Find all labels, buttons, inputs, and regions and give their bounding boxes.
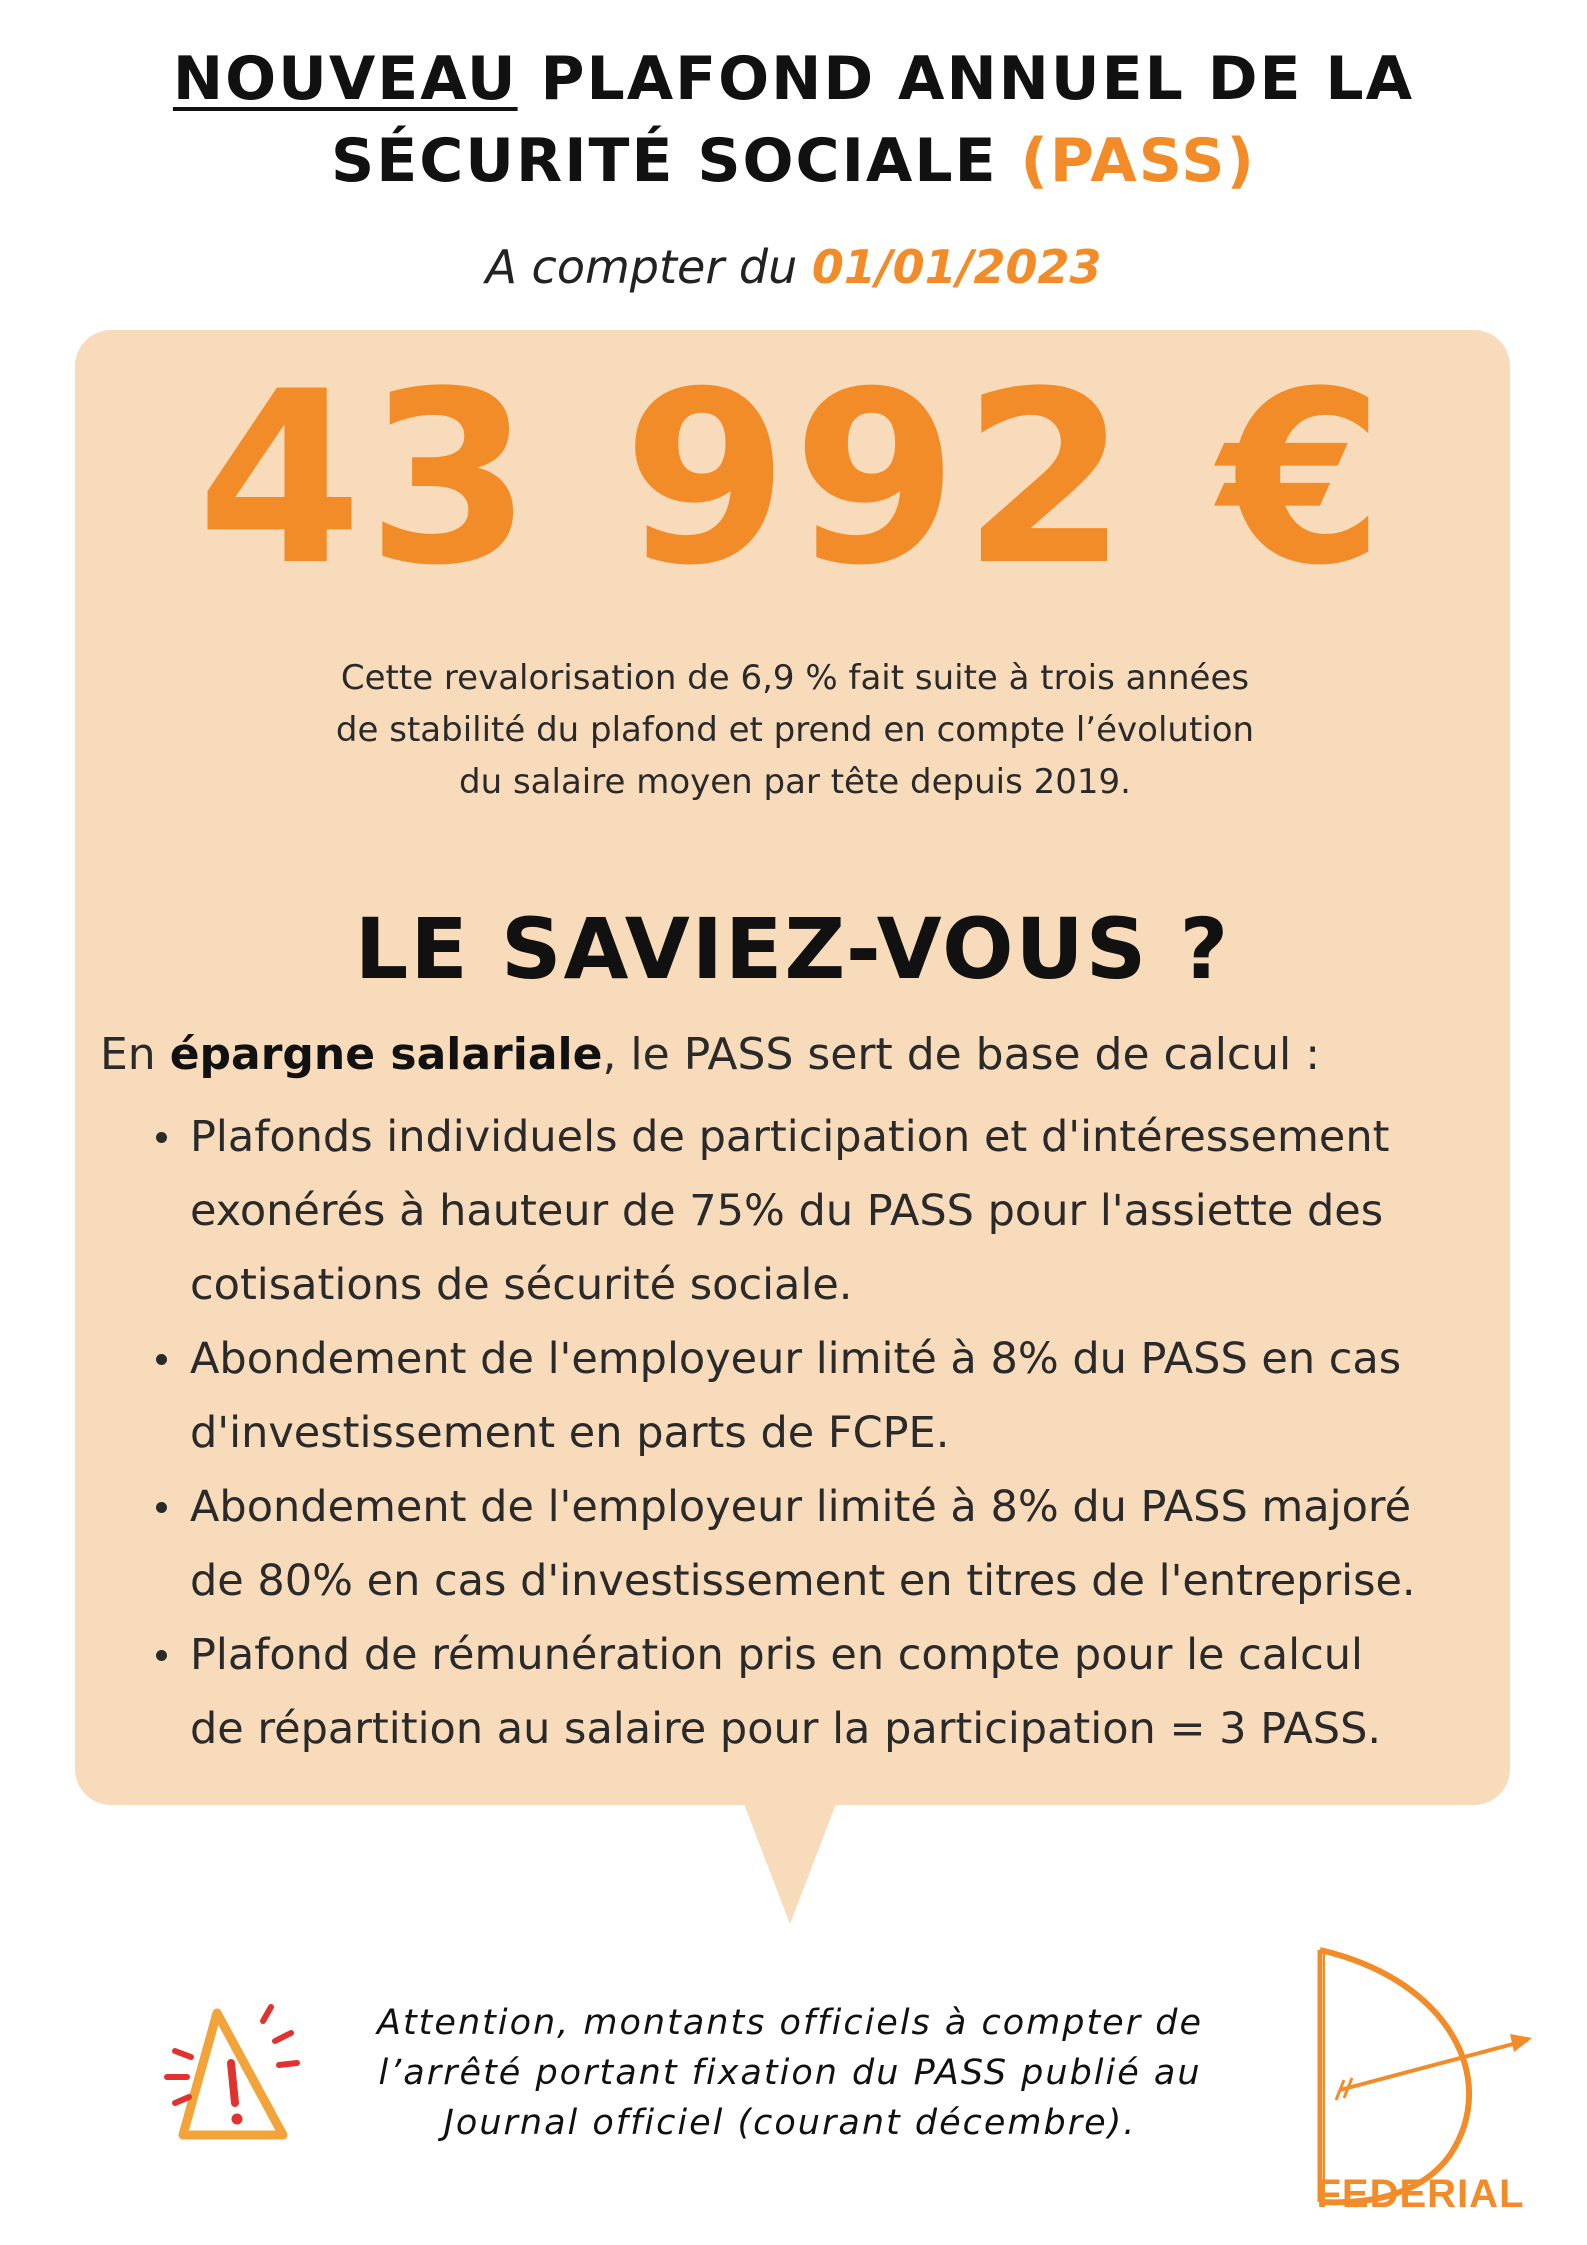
list-item <box>150 1100 1490 1322</box>
bullet-line: d'investissement en parts de FCPE. <box>190 1408 950 1458</box>
intro-bold: épargne salariale <box>169 1029 603 1080</box>
title-underlined-word: NOUVEAU <box>172 44 518 114</box>
revalorisation-note <box>290 652 1300 808</box>
bullet-line: de 80% en cas d'investissement en titres de l'entreprise. <box>190 1556 1416 1606</box>
intro-suffix: , le PASS sert de base de calcul : <box>602 1029 1321 1080</box>
bullet-line: de répartition au salaire pour la participation = 3 PASS. <box>190 1704 1382 1754</box>
title-line-2 <box>0 120 1587 202</box>
bullet-line: Abondement de l'employeur limité à 8% du PASS en cas <box>190 1334 1402 1384</box>
did-you-know-heading: LE SAVIEZ-VOUS ? <box>354 900 1231 998</box>
title-pass-accent: (PASS) <box>1020 126 1256 196</box>
warning-triangle-icon <box>155 1985 315 2155</box>
federial-logo-text: FEDERIAL <box>1316 2172 1525 2216</box>
bullet-line: cotisations de sécurité sociale. <box>190 1260 853 1310</box>
info-bubble-tail <box>744 1804 836 1924</box>
revalorisation-line: de stabilité du plafond et prend en compte l’évolution <box>335 710 1255 750</box>
revalorisation-line: Cette revalorisation de 6,9 % fait suite à trois années <box>340 658 1250 698</box>
warning-line: Attention, montants officiels à compter de <box>377 2003 1203 2043</box>
warning-line: Journal officiel (courant décembre). <box>443 2103 1137 2143</box>
effective-date <box>0 240 1587 294</box>
title-line-1-rest: PLAFOND ANNUEL DE LA <box>517 44 1415 114</box>
list-item <box>150 1470 1490 1618</box>
effective-date-prefix: A compter du <box>485 240 812 294</box>
title-line-2-main: SÉCURITÉ SOCIALE <box>331 126 1021 196</box>
bullet-line: exonérés à hauteur de 75% du PASS pour l'assiette des <box>190 1186 1384 1236</box>
page-title <box>0 38 1587 202</box>
warning-line: l’arrêté portant fixation du PASS publié au <box>378 2053 1202 2093</box>
bullet-line: Plafonds individuels de participation et d'intéressement <box>190 1112 1390 1162</box>
title-line-1 <box>0 38 1587 120</box>
bullet-line: Abondement de l'employeur limité à 8% du PASS majoré <box>190 1482 1412 1532</box>
effective-date-value: 01/01/2023 <box>811 240 1102 294</box>
revalorisation-line: du salaire moyen par tête depuis 2019. <box>459 762 1131 802</box>
list-item <box>150 1322 1490 1470</box>
bullet-list <box>150 1100 1490 1766</box>
bullet-line: Plafond de rémunération pris en compte pour le calcul <box>190 1630 1363 1680</box>
intro-prefix: En <box>100 1029 170 1080</box>
list-item <box>150 1618 1490 1766</box>
pass-amount: 43 992 € <box>196 341 1389 618</box>
warning-note <box>350 1998 1230 2148</box>
intro-text <box>100 1025 1480 1085</box>
